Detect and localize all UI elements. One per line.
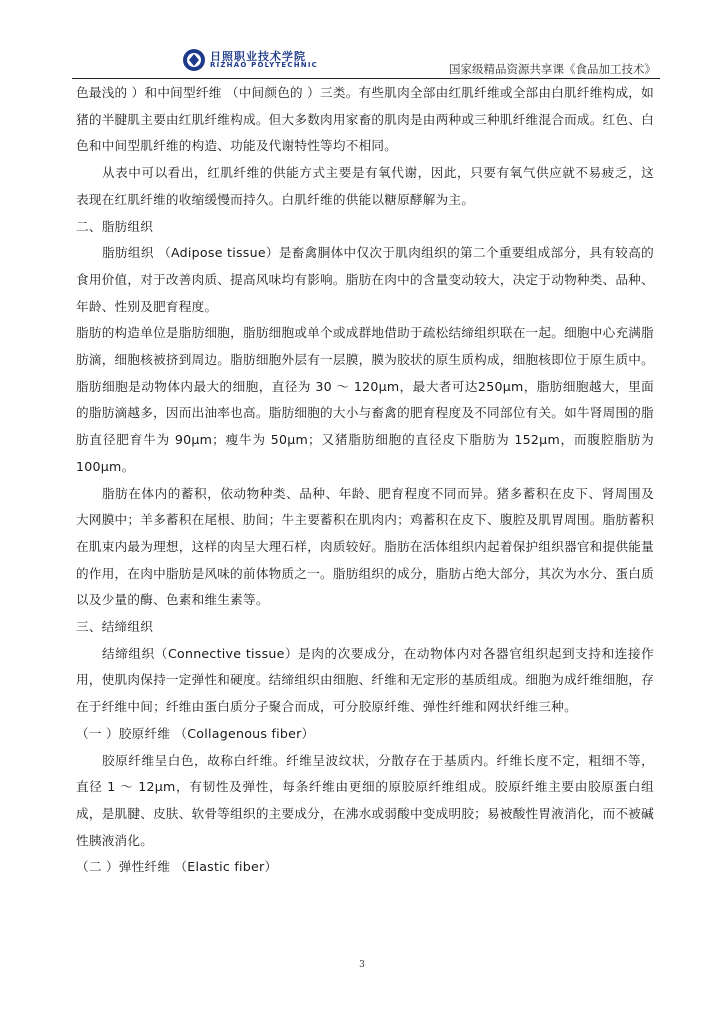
paragraph-energy-supply: 从表中可以看出，红肌纤维的供能方式主要是有氧代谢，因此，只要有氧气供应就不易疲乏，这表现在红肌纤维的收缩缓慢而持久。白肌纤维的供能以糖原酵解为主。 bbox=[76, 165, 654, 207]
paragraph-adipose-structure: 脂肪的构造单位是脂肪细胞，脂肪细胞或单个或成群地借助于疏松结缔组织联在一起。细胞中心充满脂肪滴，细胞核被挤到周边。脂肪细胞外层有一层膜，膜为胶状的原生质构成，细胞核即位于原生质中。脂肪细胞是动物体内最大的细胞，直径为 30 ～ 120μm，最大者可达250μm，脂肪细胞越大，里面的脂肪滴越多，因而出油率也高。脂肪细胞的大小与畜禽的肥育程度及不同部位有关。如牛肾周围的脂肪直径肥育牛为 90μm；瘦牛为 50μm；又猪脂肪细胞的直径皮下脂肪为 152μm，而腹腔脂肪为 100μm。 bbox=[76, 325, 654, 474]
heading-adipose-tissue: 二、脂肪组织 bbox=[76, 218, 154, 234]
paragraph-collagenous-fiber: 胶原纤维呈白色，故称白纤维。纤维呈波纹状，分散存在于基质内。纤维长度不定，粗细不等，直径 1 ～ 12μm，有韧性及弹性，每条纤维由更细的原胶原纤维组成。胶原纤维主要由胶原蛋白组成，是肌腱、皮肤、软骨等组织的主要成分，在沸水或弱酸中变成明胶；易被酸性胃液消化，而不被碱性胰液消化。 bbox=[76, 752, 654, 848]
institution-logo bbox=[182, 48, 319, 72]
institution-name-cn: 日照职业技术学院 bbox=[210, 50, 306, 63]
institution-emblem-icon bbox=[182, 48, 206, 72]
page-header bbox=[0, 0, 724, 82]
header-divider bbox=[72, 78, 660, 79]
heading-connective-tissue: 三、结缔组织 bbox=[76, 619, 154, 635]
heading-collagenous-fiber: （一 ）胶原纤维 （Collagenous fiber） bbox=[76, 725, 315, 741]
paragraph-fat-deposition: 脂肪在体内的蓄积，依动物种类、品种、年龄、肥育程度不同而异。猪多蓄积在皮下、肾周围及大网膜中；羊多蓄积在尾根、肋间；牛主要蓄积在肌肉内；鸡蓄积在皮下、腹腔及肌胃周围。脂肪蓄积在肌束内最为理想，这样的肉呈大理石样，肉质较好。脂肪在活体组织内起着保护组织器官和提供能量的作用，在肉中脂肪是风味的前体物质之一。脂肪组织的成分，脂肪占绝大部分，其次为水分、蛋白质以及少量的酶、色素和维生素等。 bbox=[76, 485, 654, 608]
page-number: 3 bbox=[359, 960, 365, 970]
heading-elastic-fiber: （二 ）弹性纤维 （Elastic fiber） bbox=[76, 859, 278, 875]
paragraph-connective-intro: 结缔组织（Connective tissue）是肉的次要成分，在动物体内对各器官组织起到支持和连接作用，使肌肉保持一定弹性和硬度。结缔组织由细胞、纤维和无定形的基质组成。细胞为成纤维细胞，存在于纤维中间；纤维由蛋白质分子聚合而成，可分胶原纤维、弹性纤维和网状纤维三种。 bbox=[76, 645, 654, 715]
document-body bbox=[76, 80, 654, 881]
paragraph-fiber-types: 色最浅的 ）和中间型纤维 （中间颜色的 ）三类。有些肌肉全部由红肌纤维或全部由白肌纤维构成，如猪的半腱肌主要由红肌纤维构成。但大多数肉用家畜的肌肉是由两种或三种肌纤维混合而成。红色、白色和中间型肌纤维的构造、功能及代谢特性等均不相同。 bbox=[76, 85, 654, 154]
institution-name-en: RIZHAO POLYTECHNIC bbox=[210, 61, 319, 69]
course-title: 国家级精品资源共享课《食品加工技术》 bbox=[449, 62, 656, 76]
paragraph-adipose-intro: 脂肪组织 （Adipose tissue）是畜禽胴体中仅次于肌肉组织的第二个重要组成部分，具有较高的食用价值，对于改善肉质、提高风味均有影响。脂肪在肉中的含量变动较大，决定于动物种类、品种、年龄、性别及肥育程度。 bbox=[76, 245, 654, 314]
